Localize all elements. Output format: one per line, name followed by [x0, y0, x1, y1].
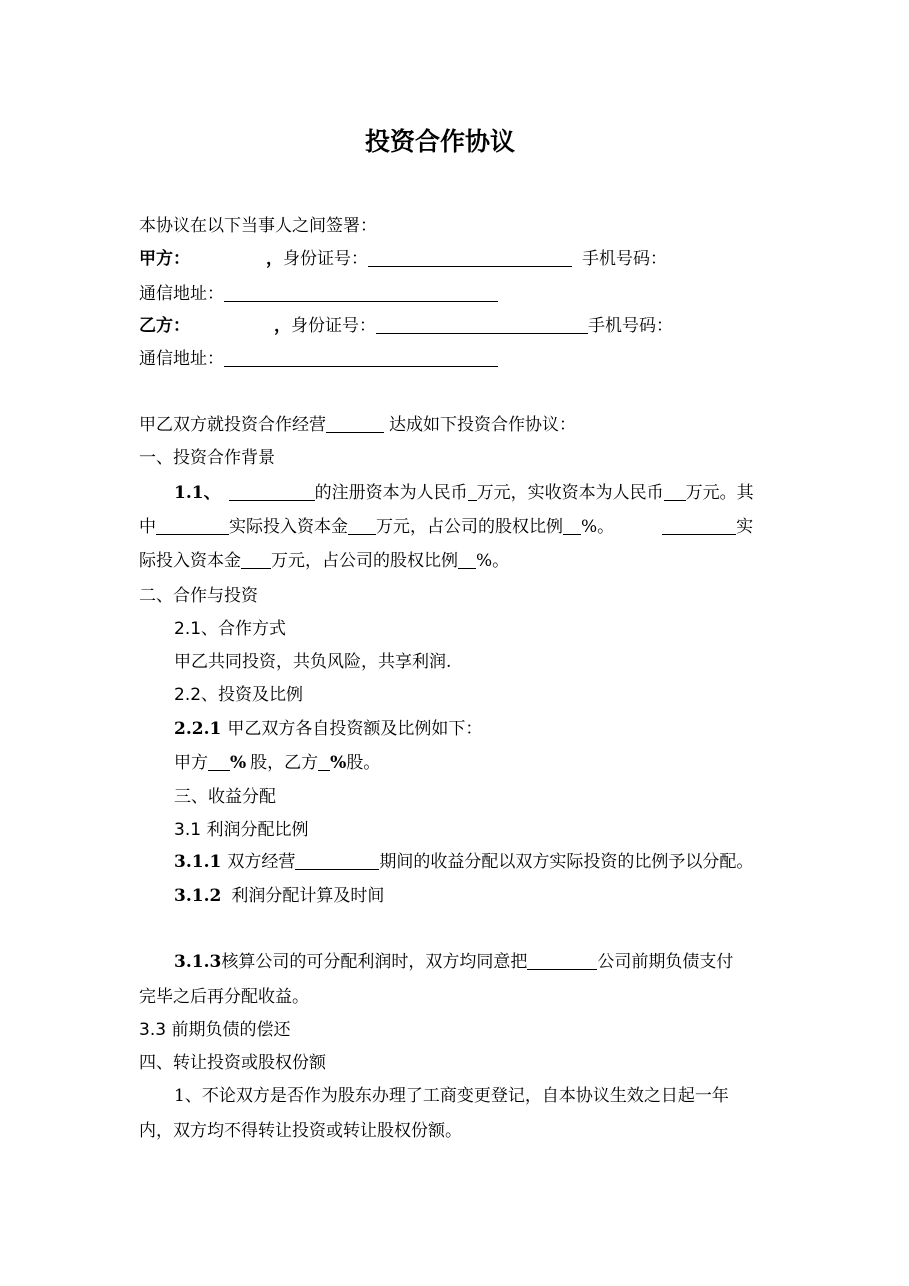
text: % — [330, 753, 347, 773]
text: 甲方 — [174, 753, 208, 773]
section-3-1-heading: 3.1 利润分配比例 — [174, 820, 309, 840]
party-a-label: 甲方： — [139, 249, 190, 269]
investor-b-ratio-blank — [458, 551, 476, 569]
text: 万元。其 — [685, 483, 754, 503]
text: 实 — [736, 517, 754, 537]
preamble-line — [139, 414, 576, 436]
text: 双方经营 — [227, 852, 296, 872]
text: 股。 — [346, 753, 381, 773]
section-3-1-3-line1 — [174, 951, 733, 973]
text: % — [230, 753, 247, 773]
section-3-1-2-line — [174, 885, 384, 907]
clause-number: 3.1.2 — [174, 886, 222, 906]
party-b-phone-label: 手机号码： — [588, 316, 673, 336]
section-3-1-1-line — [174, 851, 753, 873]
investor-b-capital-blank — [241, 551, 271, 569]
party-b-ratio-blank — [318, 753, 330, 771]
text: 甲乙双方各自投资额及比例如下： — [227, 719, 483, 739]
party-b-line — [139, 315, 673, 337]
company-debt-blank — [527, 952, 597, 970]
party-a-address-line — [139, 283, 498, 305]
section-2-2-heading: 2.2、投资及比例 — [174, 685, 304, 705]
operation-period-blank — [295, 852, 379, 870]
party-a-id-label: 身份证号： — [283, 249, 368, 269]
section-4-1-line2: 内，双方均不得转让投资或转让股权份额。 — [139, 1121, 462, 1141]
text: %。 — [476, 551, 510, 571]
section-2-1-heading: 2.1、合作方式 — [174, 619, 287, 639]
party-b-id-label: 身份证号： — [291, 316, 376, 336]
text: 万元，占公司的股权比例 — [376, 517, 563, 537]
text: 实际投入资本金 — [229, 517, 348, 537]
party-a-ratio-blank — [208, 753, 230, 771]
party-a-address-label: 通信地址： — [139, 284, 224, 304]
intro-line: 本协议在以下当事人之间签署： — [139, 216, 377, 236]
party-a-id-blank — [368, 249, 572, 267]
investor-b-blank — [662, 517, 736, 535]
text: 公司前期负债支付 — [597, 952, 734, 972]
text: 期间的收益分配以双方实际投资的比例予以分配。 — [379, 852, 754, 872]
text: 中 — [139, 517, 156, 537]
party-b-address-label: 通信地址： — [139, 349, 224, 369]
section-1-1-line2 — [139, 516, 753, 538]
section-2-heading: 二、合作与投资 — [139, 586, 258, 606]
party-b-comma: ， — [274, 316, 291, 336]
section-3-3-heading: 3.3 前期负债的偿还 — [139, 1020, 291, 1040]
text: 际投入资本金 — [139, 551, 241, 571]
text: 万元，占公司的股权比例 — [271, 551, 458, 571]
clause-number: 2.2.1 — [174, 719, 222, 739]
document-title: 投资合作协议 — [364, 127, 515, 156]
preamble-blank — [326, 415, 384, 433]
clause-number: 3.1.1 — [174, 852, 222, 872]
text: 利润分配计算及时间 — [231, 886, 385, 906]
party-a-comma: ， — [266, 249, 283, 269]
party-b-address-line — [139, 348, 498, 370]
section-2-1-text: 甲乙共同投资，共负风险，共享利润. — [174, 652, 452, 672]
section-2-2-1-line — [174, 718, 482, 740]
text: %。 — [581, 517, 615, 537]
party-b-address-blank — [224, 349, 498, 367]
preamble-text-end: 达成如下投资合作协议： — [389, 415, 576, 435]
ratio-line — [174, 752, 380, 774]
party-b-label: 乙方： — [139, 316, 190, 336]
section-1-1-line3 — [139, 550, 509, 572]
section-3-1-3-line2: 完毕之后再分配收益。 — [139, 987, 309, 1007]
text: 核算公司的可分配利润时，双方均同意把 — [221, 952, 528, 972]
investor-a-ratio-blank — [563, 517, 581, 535]
paid-capital-blank — [664, 483, 686, 501]
clause-number: 3.1.3 — [174, 952, 222, 972]
clause-number: 1.1、 — [174, 483, 221, 503]
company-blank — [229, 483, 315, 501]
text: 万元，实收资本为人民币 — [476, 483, 664, 503]
text: 的注册资本为人民币 — [314, 483, 468, 503]
investor-a-capital-blank — [348, 517, 376, 535]
text: 股，乙方 — [250, 753, 319, 773]
reg-capital-blank — [468, 483, 477, 501]
investor-a-blank — [156, 517, 229, 535]
section-1-1-line1 — [174, 482, 754, 504]
party-a-address-blank — [224, 284, 498, 302]
party-a-line — [139, 248, 667, 270]
party-a-phone-label: 手机号码： — [582, 249, 667, 269]
section-4-heading: 四、转让投资或股权份额 — [139, 1053, 326, 1073]
party-b-id-blank — [376, 316, 588, 334]
section-4-1-line1: 1、不论双方是否作为股东办理了工商变更登记，自本协议生效之日起一年 — [174, 1086, 729, 1106]
section-1-heading: 一、投资合作背景 — [139, 448, 275, 468]
section-3-heading: 三、收益分配 — [174, 787, 276, 807]
preamble-text: 甲乙双方就投资合作经营 — [139, 415, 326, 435]
